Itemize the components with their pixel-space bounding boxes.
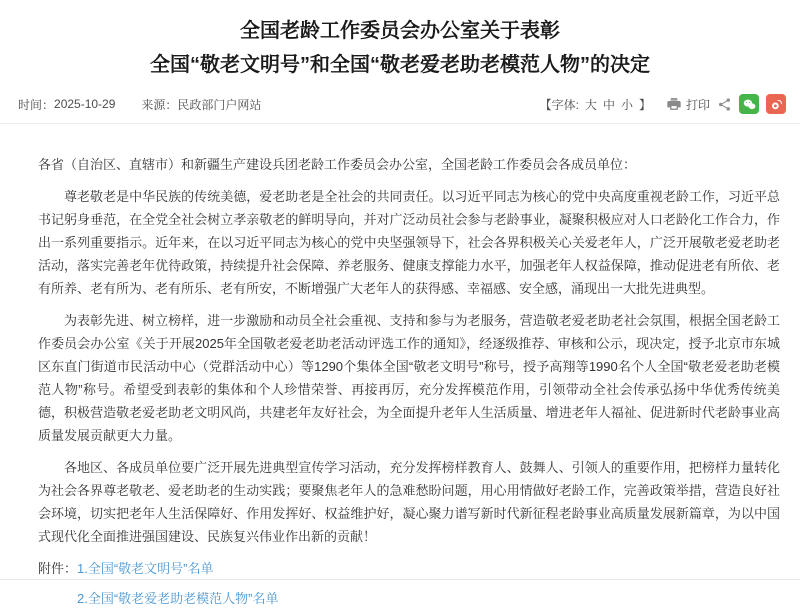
time-label: 时间： — [18, 97, 55, 112]
font-size-suffix: 】 — [638, 97, 651, 112]
printer-icon — [666, 96, 682, 112]
attachment-link-2[interactable]: 2.全国“敬老爱老助老模范人物”名单 — [77, 591, 279, 606]
page-title — [0, 0, 800, 82]
attachments-block — [38, 557, 780, 610]
page-title-line1: 全国老龄工作委员会办公室关于表彰 — [240, 20, 560, 42]
weibo-share-icon[interactable] — [766, 94, 786, 114]
font-size-prefix: 【字体: — [539, 97, 579, 112]
font-size-control — [540, 96, 651, 113]
share-nodes-icon[interactable] — [717, 97, 732, 112]
body-paragraph: 尊老敬老是中华民族的传统美德，爱老助老是全社会的共同责任。以习近平同志为核心的党中央高度重视老龄工作，习近平总书记躬身垂范，在全党全社会树立孝亲敬老的鲜明导向，并对广泛动员社会参与老龄事业，凝聚积极应对人口老龄化工作合力，作出一系列重要指示。近年来，在以习近平同志为核心的党中央坚强领导下，社会各界积极关心关爱老年人，广泛开展敬老爱老助老活动，落实完善老年优待政策，持续提升社会保障、养老服务、健康支撑能力水平，加强老年人权益保障，推动促进老有所依、老有所养、老有所为、老有所乐、老有所安，不断增强广大老年人的获得感、幸福感、安全感，涌现出一大批先进典型。 — [38, 189, 780, 296]
source-label: 来源： — [141, 97, 178, 112]
attachment-line — [38, 557, 780, 580]
meta-row — [0, 94, 800, 114]
meta-info — [18, 96, 287, 113]
print-label: 打印 — [685, 97, 710, 112]
attachment-line — [38, 587, 780, 610]
meta-toolbar — [540, 94, 786, 114]
salutation: 各省（自治区、直辖市）和新疆生产建设兵团老龄工作委员会办公室，全国老龄工作委员会各成员单位： — [38, 157, 637, 172]
body-paragraph: 各地区、各成员单位要广泛开展先进典型宣传学习活动，充分发挥榜样教育人、鼓舞人、引领人的重要作用，把榜样力量转化为社会各界尊老敬老、爱老助老的生动实践；要聚焦老年人的急难愁盼问题，用心用情做好老龄工作，完善政策举措，营造良好社会环境，切实把老年人生活保障好、作用发挥好、权益维护好，凝心聚力谱写新时代新征程老龄事业高质量发展新篇章，为以中国式现代化全面推进强国建设、民族复兴伟业作出新的贡献！ — [38, 460, 780, 544]
attachment-link-1[interactable]: 1.全国“敬老文明号”名单 — [77, 561, 214, 576]
page-title-line2: 全国“敬老文明号”和全国“敬老爱老助老模范人物”的决定 — [150, 54, 650, 76]
font-size-small-button[interactable]: 小 — [620, 97, 633, 112]
attachments-label: 附件： — [38, 561, 78, 576]
font-size-large-button[interactable]: 大 — [584, 97, 597, 112]
time-value: 2025-10-29 — [54, 97, 116, 111]
source-value: 民政部门户网站 — [177, 97, 262, 112]
font-size-medium-button[interactable]: 中 — [602, 97, 615, 112]
body-paragraph: 为表彰先进、树立榜样，进一步激励和动员全社会重视、支持和参与为老服务，营造敬老爱老助老社会氛围，根据全国老龄工作委员会办公室《关于开展2025年全国敬老爱老助老活动评选工作的通知》，经逐级推荐、审核和公示，现决定，授予北京市东城区东直门街道市民活动中心（党群活动中心）等1290个集体全国“敬老文明号”称号，授予高翔等1990名个人全国“敬老爱老助老模范人物”称号。希望受到表彰的集体和个人珍惜荣誉、再接再厉，充分发挥模范作用，引领带动全社会传承弘扬中华优秀传统美德，积极营造敬老爱老助老文明风尚，共建老年友好社会，为全面提升老年人生活质量、增进老年人福祉、促进新时代老龄事业高质量发展贡献更大力量。 — [38, 313, 780, 443]
document-body — [0, 124, 800, 610]
wechat-share-icon[interactable] — [739, 94, 759, 114]
print-button[interactable] — [666, 96, 710, 113]
